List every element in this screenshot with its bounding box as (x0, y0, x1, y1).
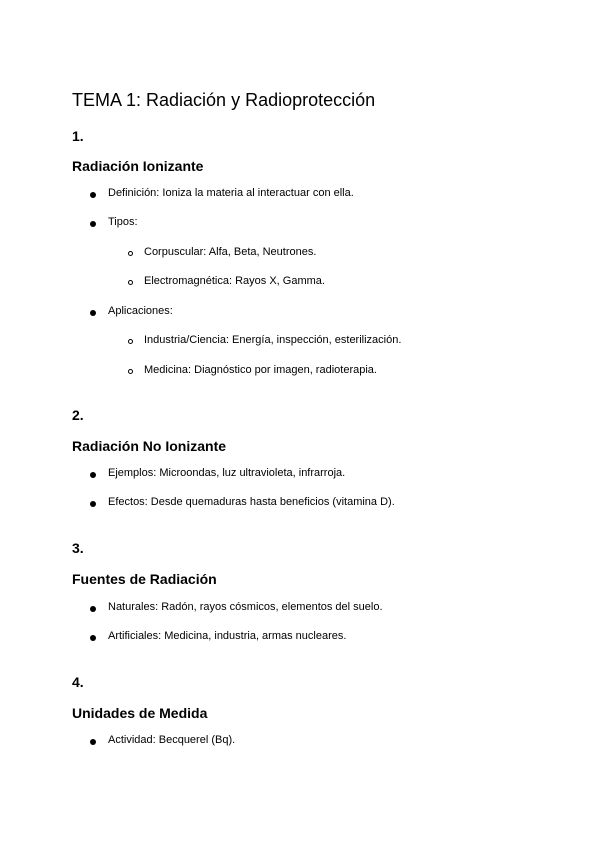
section-number: 4. (72, 674, 84, 690)
list-item: Actividad: Becquerel (Bq). (108, 734, 236, 746)
list-item: Artificiales: Medicina, industria, armas nucleares. (108, 630, 347, 642)
sub-list-item: Industria/Ciencia: Energía, inspección, esterilización. (144, 334, 402, 346)
section-number: 1. (72, 128, 84, 144)
section-number: 2. (72, 407, 84, 423)
list-item: Naturales: Radón, rayos cósmicos, elementos del suelo. (108, 601, 383, 613)
list-item: Efectos: Desde quemaduras hasta beneficios (vitamina D). (108, 496, 395, 508)
bullet-icon (90, 310, 96, 316)
hollow-bullet-icon (128, 369, 133, 374)
bullet-icon (90, 192, 96, 198)
sub-list-item: Corpuscular: Alfa, Beta, Neutrones. (144, 246, 317, 258)
sub-list-item: Electromagnética: Rayos X, Gamma. (144, 275, 325, 287)
bullet-icon (90, 635, 96, 641)
section-heading: Unidades de Medida (72, 705, 208, 721)
list-item: Definición: Ioniza la materia al interactuar con ella. (108, 187, 354, 199)
hollow-bullet-icon (128, 339, 133, 344)
bullet-icon (90, 472, 96, 478)
list-item: Tipos: (108, 216, 138, 228)
bullet-icon (90, 221, 96, 227)
section-heading: Radiación No Ionizante (72, 438, 227, 454)
section-heading: Fuentes de Radiación (72, 571, 217, 587)
section-number: 3. (72, 540, 84, 556)
hollow-bullet-icon (128, 251, 133, 256)
list-item: Ejemplos: Microondas, luz ultravioleta, infrarroja. (108, 467, 346, 479)
section-heading: Radiación Ionizante (72, 158, 204, 174)
bullet-icon (90, 501, 96, 507)
page-title: TEMA 1: Radiación y Radioprotección (72, 90, 376, 110)
bullet-icon (90, 606, 96, 612)
list-item: Aplicaciones: (108, 305, 173, 317)
hollow-bullet-icon (128, 280, 133, 285)
sub-list-item: Medicina: Diagnóstico por imagen, radioterapia. (144, 364, 377, 376)
bullet-icon (90, 739, 96, 745)
